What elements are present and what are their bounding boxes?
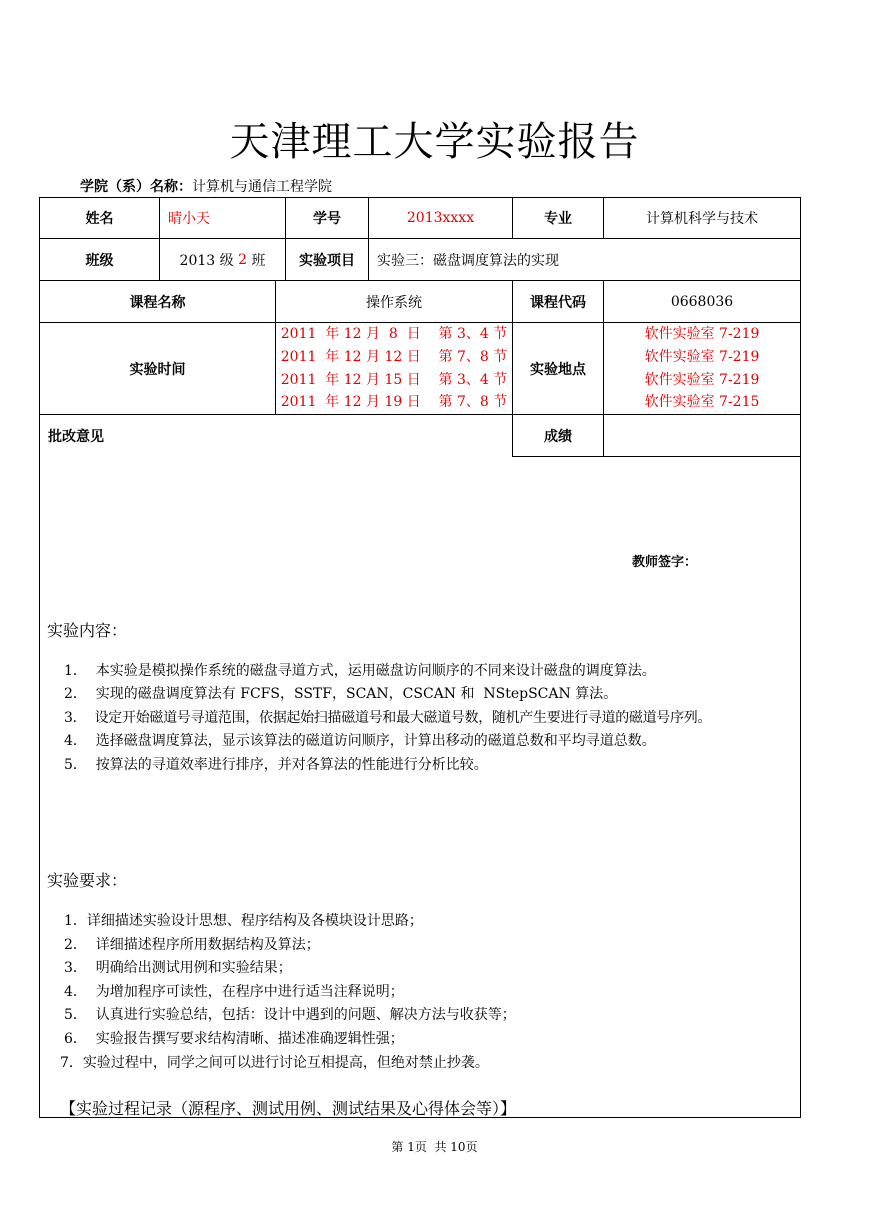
name-value: 晴小天 xyxy=(168,211,210,227)
review-label: 批改意见 xyxy=(48,428,104,445)
time-line: 2011 年 12 月 19 日 第 7、8 节 xyxy=(280,394,508,411)
place-line: 软件实验室 7-219 xyxy=(644,326,760,343)
process-record-heading: 【实验过程记录（源程序、测试用例、测试结果及心得体会等）】 xyxy=(60,1099,517,1118)
page-footer: 第 1页 共 10页 xyxy=(391,1140,478,1154)
content-list xyxy=(64,660,711,777)
class-value xyxy=(160,239,285,280)
college-label: 学院（系）名称： xyxy=(80,179,192,195)
course-label: 课程名称 xyxy=(129,294,186,311)
time-values xyxy=(276,323,512,414)
place-line: 软件实验室 7-219 xyxy=(644,348,760,365)
list-item: 4． 为增加程序可读性，在程序中进行适当注释说明； xyxy=(64,983,404,1000)
project-value: 实验三：磁盘调度算法的实现 xyxy=(377,252,559,269)
course-value: 操作系统 xyxy=(366,294,422,311)
major-value: 计算机科学与技术 xyxy=(646,211,758,227)
class-value-suffix: 班 xyxy=(247,252,266,269)
project-label: 实验项目 xyxy=(299,252,355,269)
id-value: 2013xxxx xyxy=(406,210,475,226)
class-value-prefix: 2013 级 xyxy=(179,252,239,269)
time-line: 2011 年 12 月 8 日 第 3、4 节 xyxy=(280,326,508,343)
requirements-list xyxy=(60,910,516,1075)
list-item: 1．详细描述实验设计思想、程序结构及各模块设计思路； xyxy=(64,913,423,929)
place-label: 实验地点 xyxy=(530,361,586,378)
major-label: 专业 xyxy=(544,211,572,227)
place-values xyxy=(604,323,800,414)
id-label: 学号 xyxy=(313,211,341,227)
college-value: 计算机与通信工程学院 xyxy=(192,179,332,195)
list-item: 6． 实验报告撰写要求结构清晰、描述准确逻辑性强； xyxy=(64,1030,404,1047)
list-item: 2． 实现的磁盘调度算法有 FCFS，SSTF，SCAN，CSCAN 和 NStepSCAN 算法。 xyxy=(64,686,618,703)
list-item: 3． 设定开始磁道号寻道范围，依据起始扫描磁道号和最大磁道号数，随机产生要进行寻道的磁道号序列。 xyxy=(64,709,712,726)
list-item: 7．实验过程中，同学之间可以进行讨论互相提高，但绝对禁止抄袭。 xyxy=(60,1054,489,1071)
content-heading: 实验内容： xyxy=(47,621,128,640)
place-line: 软件实验室 7-219 xyxy=(644,371,760,388)
class-label: 班级 xyxy=(85,252,114,269)
requirements-heading: 实验要求： xyxy=(47,871,128,890)
time-line: 2011 年 12 月 12 日 第 7、8 节 xyxy=(280,348,508,365)
place-line: 软件实验室 7-215 xyxy=(644,394,760,411)
list-item: 5． 按算法的寻道效率进行排序，并对各算法的性能进行分析比较。 xyxy=(64,756,488,773)
list-item: 2． 详细描述程序所用数据结构及算法； xyxy=(64,936,320,953)
time-label: 实验时间 xyxy=(129,361,186,378)
teacher-signature-label: 教师签字： xyxy=(632,555,698,570)
list-item: 4． 选择磁盘调度算法，显示该算法的磁道访问顺序，计算出移动的磁道总数和平均寻道总数。 xyxy=(64,733,656,750)
course-code-value: 0668036 xyxy=(670,293,734,310)
college-line xyxy=(80,176,332,196)
list-item: 1． 本实验是模拟操作系统的磁盘寻道方式，运用磁盘访问顺序的不同来设计磁盘的调度算法。 xyxy=(64,663,656,679)
name-label: 姓名 xyxy=(85,211,114,227)
report-title: 天津理工大学实验报告 xyxy=(229,119,640,165)
grade-label: 成绩 xyxy=(544,428,572,445)
time-line: 2011 年 12 月 15 日 第 3、4 节 xyxy=(280,371,508,388)
class-number: 2 xyxy=(238,251,247,268)
list-item: 3． 明确给出测试用例和实验结果； xyxy=(64,960,292,977)
course-code-label: 课程代码 xyxy=(530,294,586,311)
list-item: 5． 认真进行实验总结，包括：设计中遇到的问题、解决方法与收获等； xyxy=(64,1007,516,1024)
